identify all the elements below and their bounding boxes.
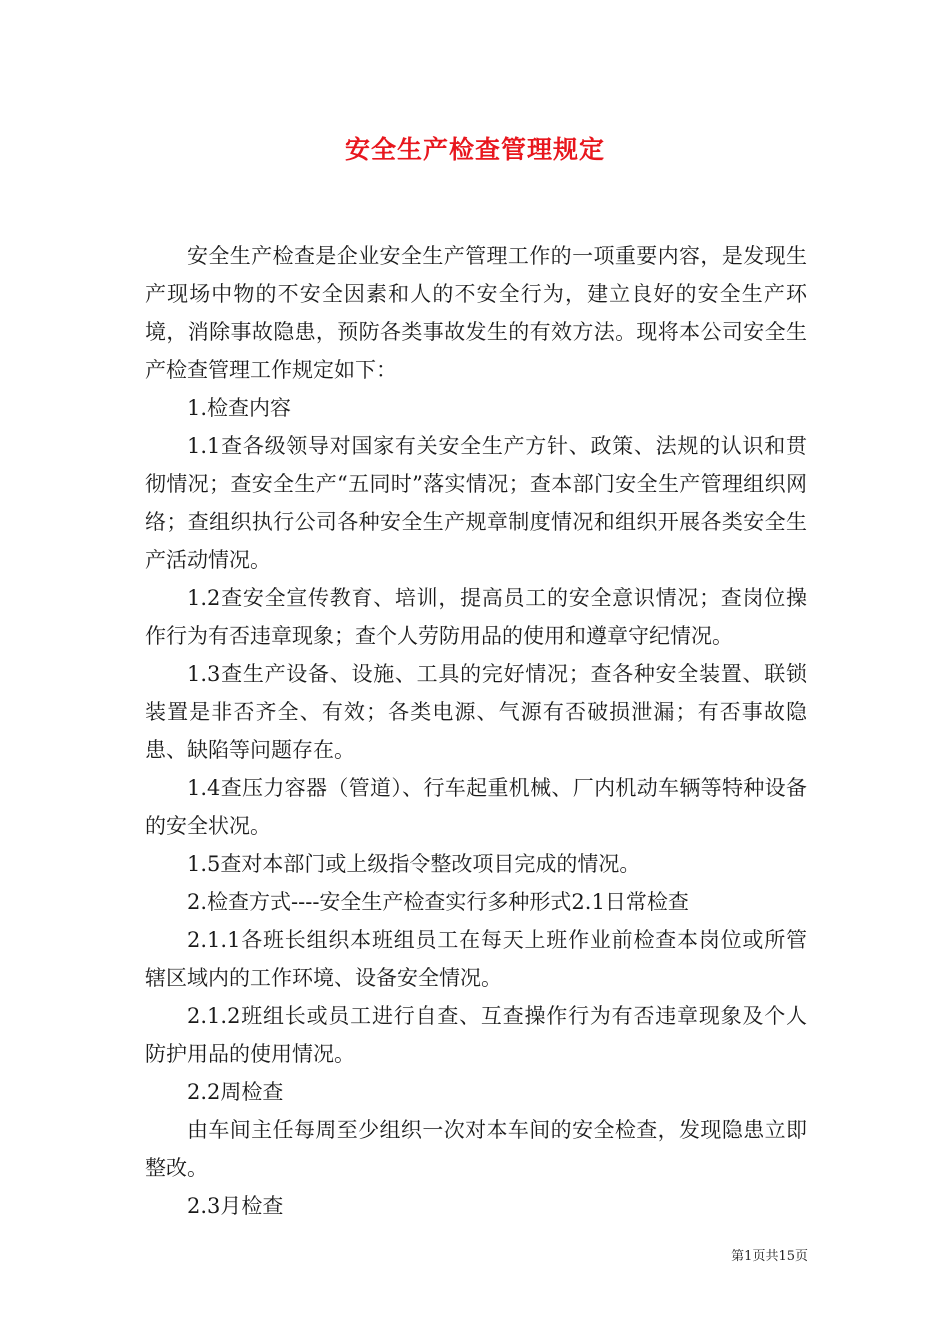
paragraph-2-1-2: 2.1.2班组长或员工进行自查、互查操作行为有否违章现象及个人防护用品的使用情况。: [145, 1004, 807, 1066]
section-heading-1: 1.检查内容: [187, 396, 292, 420]
page-title: 安全生产检查管理规定: [344, 135, 605, 164]
section-heading-2-2: 2.2周检查: [187, 1080, 284, 1104]
document-body: [145, 237, 807, 1225]
page-number-footer: 第1页共15页: [731, 1249, 808, 1264]
section-heading-2-3: 2.3月检查: [187, 1194, 284, 1218]
paragraph-1-3: 1.3查生产设备、设施、工具的完好情况；查各种安全装置、联锁装置是非否齐全、有效；各类电源、气源有否破损泄漏；有否事故隐患、缺陷等问题存在。: [145, 662, 807, 762]
paragraph-2-1-1: 2.1.1各班长组织本班组员工在每天上班作业前检查本岗位或所管辖区域内的工作环境、设备安全情况。: [145, 928, 807, 990]
paragraph-1-2: 1.2查安全宣传教育、培训，提高员工的安全意识情况；查岗位操作行为有否违章现象；查个人劳防用品的使用和遵章守纪情况。: [145, 586, 807, 648]
paragraph-1-4: 1.4查压力容器（管道）、行车起重机械、厂内机动车辆等特种设备的安全状况。: [145, 776, 807, 838]
section-heading-2: 2.检查方式----安全生产检查实行多种形式2.1日常检查: [187, 890, 689, 914]
paragraph-2-2: 由车间主任每周至少组织一次对本车间的安全检查，发现隐患立即整改。: [145, 1118, 807, 1180]
paragraph-intro: 安全生产检查是企业安全生产管理工作的一项重要内容，是发现生产现场中物的不安全因素和人的不安全行为，建立良好的安全生产环境，消除事故隐患，预防各类事故发生的有效方法。现将本公司安全生产检查管理工作规定如下：: [145, 244, 807, 382]
paragraph-1-1: 1.1查各级领导对国家有关安全生产方针、政策、法规的认识和贯彻情况；查安全生产“五同时”落实情况；查本部门安全生产管理组织网络；查组织执行公司各种安全生产规章制度情况和组织开展各类安全生产活动情况。: [145, 434, 807, 572]
paragraph-1-5: 1.5查对本部门或上级指令整改项目完成的情况。: [187, 852, 641, 876]
